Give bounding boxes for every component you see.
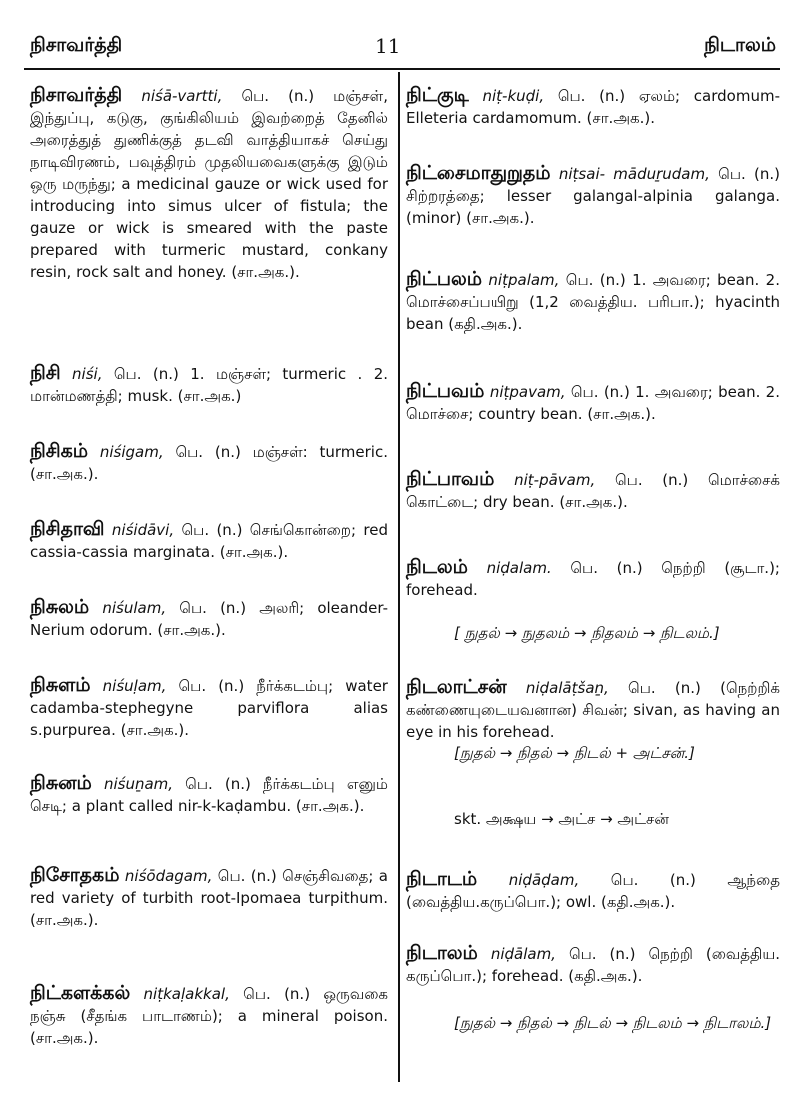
entry-headword: நிட்களக்கல் bbox=[30, 982, 131, 1004]
entry-transliteration: niśuṉam, bbox=[103, 775, 174, 793]
dictionary-entry bbox=[406, 380, 780, 425]
entry-headword: நிசிதாவி bbox=[30, 518, 105, 540]
dictionary-entry bbox=[30, 674, 388, 741]
entry-definition: பெ. (n.) செஞ்சிவதை; a red variety of turbith root-Ipomaea turpithum. (சா.அக.). bbox=[30, 867, 388, 929]
entry-headword: நிசுனம் bbox=[30, 772, 92, 794]
entry-transliteration: niśulam, bbox=[102, 599, 167, 617]
dictionary-entry bbox=[406, 676, 780, 743]
entry-transliteration: niṭsai- māduṟudam, bbox=[558, 165, 710, 183]
entry-transliteration: niṭpavam, bbox=[489, 383, 566, 401]
entry-definition: பெ. (n.) 1. மஞ்சள்; turmeric . 2. மான்மணத்தி; musk. (சா.அக.) bbox=[30, 365, 388, 405]
entry-definition: பெ. (n.) சிற்றரத்தை; lesser galangal-alpinia galanga. (minor) (சா.அக.). bbox=[406, 165, 780, 227]
entry-transliteration: niśuḷam, bbox=[102, 677, 167, 695]
entry-headword: நிசுலம் bbox=[30, 596, 90, 618]
entry-headword: நிடலம் bbox=[406, 556, 468, 578]
dictionary-entry bbox=[406, 556, 780, 601]
column-divider bbox=[398, 72, 400, 1082]
sanskrit-note: skt. அக்ஷய → அட்ச → அட்சன் bbox=[454, 810, 669, 828]
dictionary-entry bbox=[30, 518, 388, 563]
entry-transliteration: niḍāḍam, bbox=[508, 871, 580, 889]
dictionary-entry bbox=[406, 942, 780, 987]
entry-headword: நிசி bbox=[30, 362, 61, 384]
entry-definition: பெ. (n.) (நெற்றிக் கண்ணையுடையவனான) சிவன்; sivan, as having an eye in his forehead. bbox=[406, 679, 780, 741]
dictionary-entry bbox=[30, 84, 388, 283]
entry-definition: பெ. (n.) 1. அவரை; bean. 2. மொச்சை; country bean. (சா.அக.). bbox=[406, 383, 780, 423]
entry-headword: நிட்பலம் bbox=[406, 268, 483, 290]
dictionary-entry bbox=[30, 864, 388, 931]
dictionary-entry bbox=[30, 362, 388, 407]
entry-transliteration: niḍalāṭšaṉ, bbox=[525, 679, 609, 697]
entry-transliteration: niṭ-pāvam, bbox=[514, 471, 596, 489]
entry-transliteration: niśi, bbox=[72, 365, 103, 383]
entry-transliteration: niṭpalam, bbox=[488, 271, 560, 289]
dictionary-entry bbox=[406, 268, 780, 335]
entry-transliteration: niśōdagam, bbox=[124, 867, 213, 885]
etymology-line: [ நுதல் → நுதலம் → நிதலம் → நிடலம்.] bbox=[454, 624, 720, 642]
page-header bbox=[0, 0, 800, 70]
entry-transliteration: niṭkaḷakkal, bbox=[143, 985, 230, 1003]
etymology-line: [நுதல் → நிதல் → நிடல் → நிடலம் → நிடாலம்.] bbox=[454, 1014, 772, 1032]
entry-definition: பெ. (n.) செங்கொன்றை; red cassia-cassia marginata. (சா.அக.). bbox=[30, 521, 388, 561]
entry-headword: நிட்பாவம் bbox=[406, 468, 495, 490]
entry-definition: பெ. (n.) மொச்சைக் கொட்டை; dry bean. (சா.அக.). bbox=[406, 471, 780, 511]
entry-headword: நிசுளம் bbox=[30, 674, 91, 696]
dictionary-entry bbox=[30, 772, 388, 817]
entry-headword: நிட்சைமாதுறுதம் bbox=[406, 162, 551, 184]
header-rule bbox=[24, 68, 780, 70]
entry-transliteration: niśigam, bbox=[99, 443, 164, 461]
running-head-left: நிசாவர்த்தி bbox=[30, 34, 123, 56]
entry-definition: பெ. (n.) ஏலம்; cardomum-Elleteria cardamomum. (சா.அக.). bbox=[406, 87, 780, 127]
entry-headword: நிசாவர்த்தி bbox=[30, 84, 123, 106]
running-head-right: நிடாலம் bbox=[704, 34, 776, 56]
entry-headword: நிட்பவம் bbox=[406, 380, 485, 402]
entry-definition: பெ. (n.) நீர்க்கடம்பு; water cadamba-stephegyne parviflora alias s.purpurea. (சா.அக.). bbox=[30, 677, 388, 739]
entry-headword: நிடாலம் bbox=[406, 942, 478, 964]
entry-definition: பெ. (n.) நீர்க்கடம்பு எனும் செடி; a plant called nir-k-kaḍambu. (சா.அக.). bbox=[30, 775, 388, 815]
entry-definition: பெ. (n.) ஆந்தை (வைத்திய.கருப்பொ.); owl. (கதி.அக.). bbox=[406, 871, 780, 911]
etymology-line: [நுதல் → நிதல் → நிடல் + அட்சன்.] bbox=[454, 744, 695, 762]
entry-definition: பெ. (n.) ஒருவகை நஞ்சு (சீதங்க பாடாணம்); a mineral poison. (சா.அக.). bbox=[30, 985, 388, 1047]
entry-headword: நிடலாட்சன் bbox=[406, 676, 507, 698]
entry-definition: பெ. (n.) மஞ்சள்: turmeric. (சா.அக.). bbox=[30, 443, 388, 483]
dictionary-entry bbox=[406, 868, 780, 913]
dictionary-entry bbox=[406, 84, 780, 129]
entry-definition: பெ. (n.) நெற்றி (வைத்திய. கருப்பொ.); forehead. (கதி.அக.). bbox=[406, 945, 780, 985]
entry-headword: நிட்குடி bbox=[406, 84, 469, 106]
page-number: 11 bbox=[375, 34, 401, 58]
entry-transliteration: niḍalam. bbox=[486, 559, 552, 577]
dictionary-entry bbox=[30, 596, 388, 641]
dictionary-entry bbox=[30, 440, 388, 485]
entry-transliteration: niḍālam, bbox=[490, 945, 556, 963]
entry-definition: பெ. (n.) 1. அவரை; bean. 2. மொச்சைப்பயிறு (1,2 வைத்திய. பரிபா.); hyacinth bean (கதி.அக.). bbox=[406, 271, 780, 333]
entry-transliteration: niśidāvi, bbox=[111, 521, 175, 539]
entry-transliteration: niśā-vartti, bbox=[141, 87, 223, 105]
entry-definition: பெ. (n.) நெற்றி (சூடா.); forehead. bbox=[406, 559, 780, 599]
entry-headword: நிடாடம் bbox=[406, 868, 478, 890]
dictionary-entry bbox=[406, 468, 780, 513]
entry-headword: நிசிகம் bbox=[30, 440, 89, 462]
entry-transliteration: niṭ-kuḍi, bbox=[482, 87, 545, 105]
dictionary-entry bbox=[30, 982, 388, 1049]
entry-definition: பெ. (n.) மஞ்சள், இந்துப்பு, கடுகு, குங்கிலியம் இவற்றைத் தேனில் அரைத்துத் துணிக்குத் தடவி வாத்தியாகச் செய்து நாடிவிரணம், பவுத்திரம் முதலியவைகளுக்கு இடும் ஒரு மருந்து; a medicinal gauze or wick used for introducing into simus ulcer of fistula; the gauze or wick is smeared with the paste prepared with turmeric mustard, conkany resin, rock salt and honey. (சா.அக.). bbox=[30, 87, 388, 281]
entry-headword: நிசோதகம் bbox=[30, 864, 120, 886]
dictionary-entry bbox=[406, 162, 780, 229]
entry-definition: பெ. (n.) அலரி; oleander-Nerium odorum. (சா.அக.). bbox=[30, 599, 388, 639]
